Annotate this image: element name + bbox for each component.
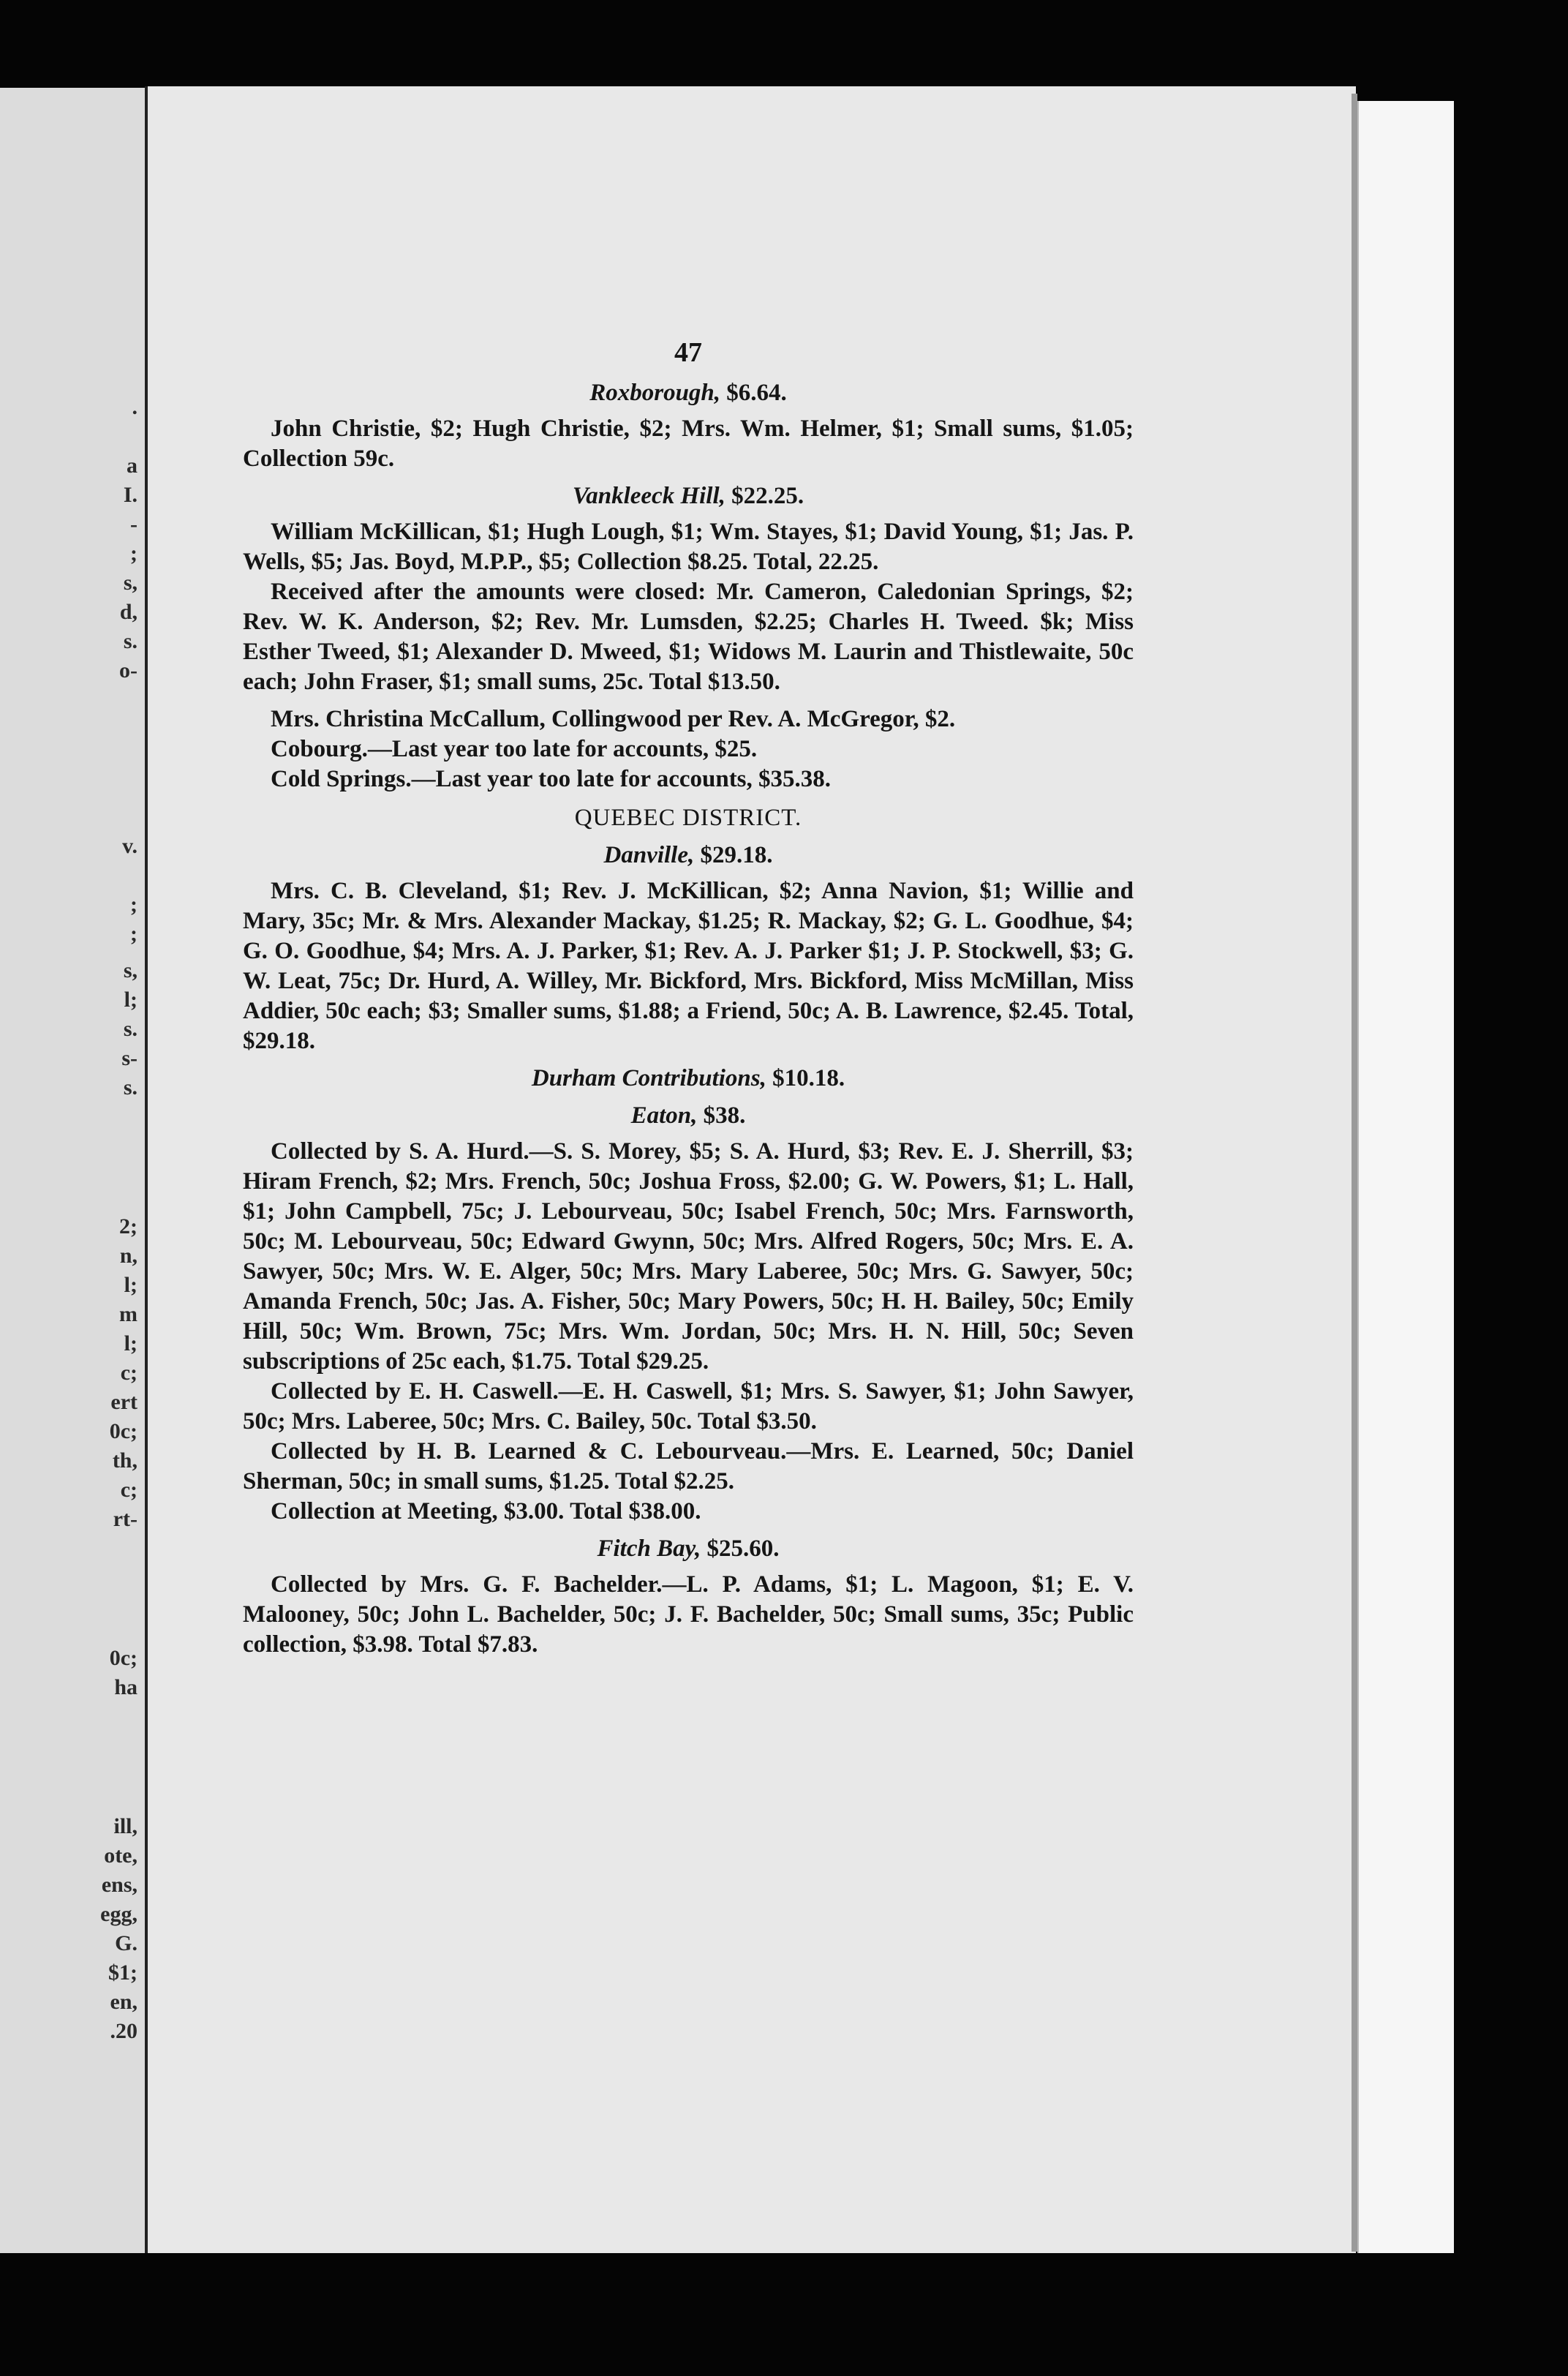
section-heading bbox=[243, 378, 1134, 408]
left-fragment: c; bbox=[120, 1361, 137, 1385]
left-fragment: a bbox=[127, 454, 137, 478]
heading-name: Eaton, bbox=[630, 1102, 698, 1129]
left-fragment: . bbox=[132, 395, 137, 419]
left-page-edge bbox=[0, 88, 149, 2253]
left-fragment: l; bbox=[124, 1331, 137, 1356]
paragraph: Cobourg.—Last year too late for accounts, $25. bbox=[271, 736, 758, 762]
left-fragment: ; bbox=[130, 892, 137, 917]
page-shadow bbox=[1352, 94, 1357, 2252]
heading-name: Roxborough, bbox=[589, 380, 721, 406]
left-fragment: s- bbox=[121, 1046, 137, 1070]
left-fragment: ; bbox=[130, 541, 137, 565]
paragraph: Collected by E. H. Caswell.—E. H. Caswell, $1; Mrs. S. Sawyer, $1; John Sawyer, 50c; Mrs. Laberee, 50c; Mrs. C. Bailey, 50c. Total $3.50. bbox=[243, 1378, 1134, 1435]
left-fragment: ote, bbox=[104, 1843, 137, 1868]
left-fragment: $1; bbox=[108, 1960, 137, 1985]
left-fragment: .20 bbox=[110, 2019, 137, 2043]
left-fragment: 2; bbox=[119, 1214, 137, 1238]
left-fragment: ill, bbox=[113, 1814, 137, 1838]
left-fragment: d, bbox=[119, 600, 137, 624]
left-fragment: o- bbox=[119, 658, 137, 683]
left-fragment: ens, bbox=[101, 1873, 137, 1897]
section-heading bbox=[243, 1101, 1134, 1131]
heading-amount: $6.64. bbox=[726, 380, 787, 406]
paragraph: Cold Springs.—Last year too late for accounts, $35.38. bbox=[271, 766, 832, 792]
heading-amount: $10.18. bbox=[772, 1065, 845, 1091]
paragraph: William McKillican, $1; Hugh Lough, $1; Wm. Stayes, $1; David Young, $1; Jas. P. Wells, $5; Jas. Boyd, M.P.P., $5; Collection $8.25. Total, 22.25. bbox=[243, 519, 1134, 575]
paragraph: Collected by H. B. Learned & C. Lebourveau.—Mrs. E. Learned, 50c; Daniel Sherman, 50c; in small sums, $1.25. Total $2.25. bbox=[243, 1438, 1134, 1495]
left-fragment: v. bbox=[122, 834, 137, 858]
section-heading bbox=[243, 1534, 1134, 1564]
section-heading bbox=[243, 841, 1134, 871]
left-fragment: 0c; bbox=[109, 1419, 137, 1443]
left-fragment: l; bbox=[124, 1273, 137, 1297]
heading-name: Durham Contributions, bbox=[531, 1065, 766, 1091]
left-fragment: m bbox=[119, 1302, 137, 1326]
right-page-edge bbox=[1357, 101, 1454, 2253]
heading-amount: $25.60. bbox=[706, 1535, 780, 1562]
left-fragment: s, bbox=[123, 958, 137, 982]
left-fragment: l; bbox=[124, 988, 137, 1012]
section-heading bbox=[243, 481, 1134, 511]
left-fragment: egg, bbox=[100, 1902, 137, 1926]
left-fragment: ert bbox=[110, 1390, 137, 1414]
left-fragment: s. bbox=[123, 1017, 137, 1041]
left-fragment: 0c; bbox=[109, 1646, 137, 1670]
left-fragment: G. bbox=[115, 1931, 137, 1955]
left-fragment: rt- bbox=[113, 1507, 137, 1531]
left-fragment: s. bbox=[123, 629, 137, 653]
paragraph: Received after the amounts were closed: Mr. Cameron, Caledonian Springs, $2; Rev. W. K. Anderson, $2; Rev. Mr. Lumsden, $2.25; Charles H. Tweed. $k; Miss Esther Tweed, $1; Alexander D. Mweed, $1; Widows M. Laurin and Thistlewaite, 50c each; John Fraser, $1; small sums, 25c. Total $13.50. bbox=[243, 579, 1134, 695]
heading-name: Vankleeck Hill, bbox=[572, 483, 725, 509]
district-title: QUEBEC DISTRICT. bbox=[574, 805, 802, 831]
paragraph: Mrs. C. B. Cleveland, $1; Rev. J. McKillican, $2; Anna Navion, $1; Willie and Mary, 35c; Mr. & Mrs. Alexander Mackay, $1.25; R. Mackay, $2; G. L. Goodhue, $4; G. O. Goodhue, $4; Mrs. A. J. Parker, $1; Rev. A. J. Parker $1; J. P. Stockwell, $3; G. W. Leat, 75c; Dr. Hurd, A. Willey, Mr. Bickford, Mrs. Bickford, Miss McMillan, Miss Addier, 50c each; $3; Smaller sums, $1.88; a Friend, 50c; A. B. Lawrence, $2.45. Total, $29.18. bbox=[243, 878, 1134, 1054]
heading-name: Danville, bbox=[603, 842, 695, 868]
left-fragment: - bbox=[130, 512, 137, 536]
left-fragment: I. bbox=[123, 483, 137, 507]
paragraph: John Christie, $2; Hugh Christie, $2; Mrs. Wm. Helmer, $1; Small sums, $1.05; Collection 59c. bbox=[243, 416, 1134, 472]
left-fragment: s. bbox=[123, 1075, 137, 1099]
left-fragment: c; bbox=[120, 1478, 137, 1502]
page-number: 47 bbox=[674, 337, 702, 368]
section-heading bbox=[243, 1064, 1134, 1094]
paragraph: Collected by S. A. Hurd.—S. S. Morey, $5; S. A. Hurd, $3; Rev. E. J. Sherrill, $3; Hiram French, $2; Mrs. French, 50c; Joshua Fross, $2.00; G. W. Powers, $1; L. Hall, $1; John Campbell, 75c; J. Lebourveau, 50c; Isabel French, 50c; Mrs. Farnsworth, 50c; M. Lebourveau, 50c; Edward Gwynn, 50c; Mrs. Alfred Rogers, 50c; Mrs. E. A. Sawyer, 50c; Mrs. W. E. Alger, 50c; Mrs. Mary Laberee, 50c; Mrs. G. Sawyer, 50c; Amanda French, 50c; Jas. A. Fisher, 50c; Mary Powers, 50c; H. H. Bailey, 50c; Emily Hill, 50c; Wm. Brown, 75c; Mrs. Wm. Jordan, 50c; Mrs. H. N. Hill, 50c; Seven subscriptions of 25c each, $1.75. Total $29.25. bbox=[243, 1138, 1134, 1375]
left-fragment: ; bbox=[130, 922, 137, 946]
heading-amount: $38. bbox=[703, 1102, 746, 1129]
left-fragment: en, bbox=[110, 1990, 137, 2014]
left-fragment: th, bbox=[112, 1448, 137, 1473]
heading-amount: $29.18. bbox=[700, 842, 773, 868]
paragraph: Mrs. Christina McCallum, Collingwood per Rev. A. McGregor, $2. bbox=[271, 706, 956, 732]
left-fragment: n, bbox=[119, 1244, 137, 1268]
paragraph: Collection at Meeting, $3.00. Total $38.00. bbox=[271, 1498, 701, 1525]
heading-amount: $22.25. bbox=[731, 483, 804, 509]
left-fragment: s, bbox=[123, 571, 137, 595]
left-fragment: ha bbox=[114, 1675, 137, 1699]
heading-name: Fitch Bay, bbox=[597, 1535, 701, 1562]
page-text bbox=[243, 338, 1134, 1660]
paragraph: Collected by Mrs. G. F. Bachelder.—L. P. Adams, $1; L. Magoon, $1; E. V. Malooney, 50c; John L. Bachelder, 50c; J. F. Bachelder, 50c; Small sums, 35c; Public collection, $3.98. Total $7.83. bbox=[243, 1571, 1134, 1658]
